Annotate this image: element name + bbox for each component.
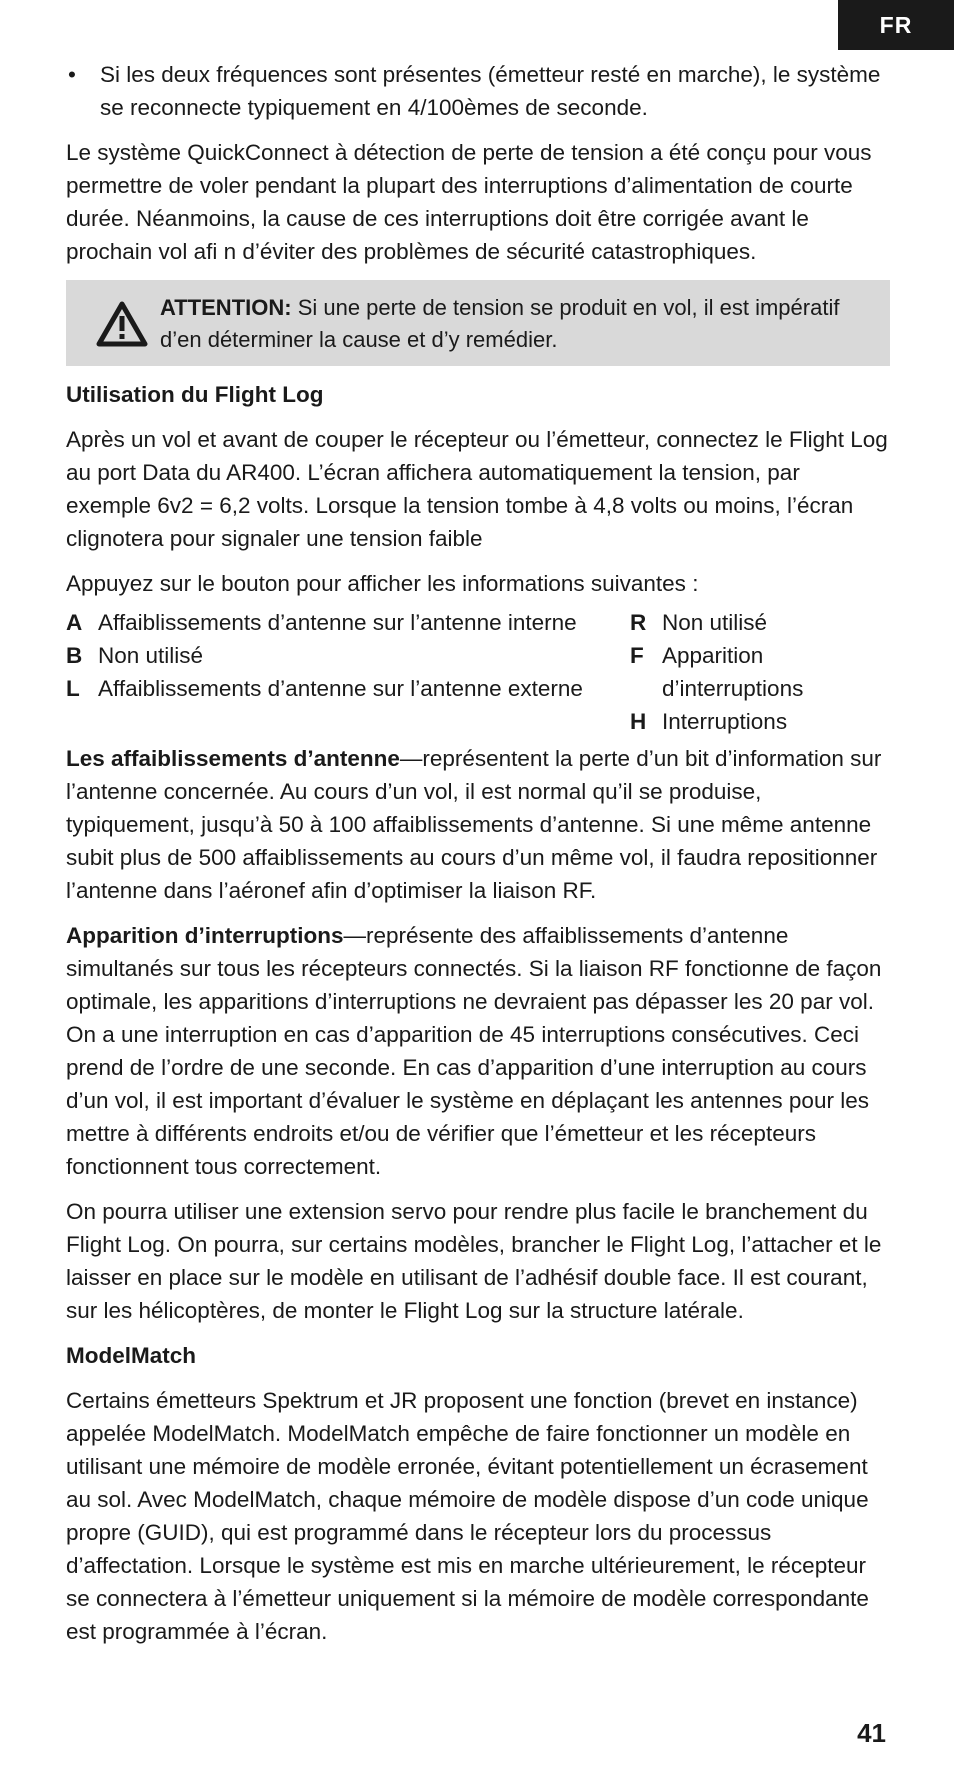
legend-key: F (630, 643, 644, 668)
quickconnect-paragraph: Le système QuickConnect à détection de perte de tension a été conçu pour vous permettre de voler pendant la plupart des interruptions d’alimentation de courte durée. Néanmoins, la cause de ces interruptions doit être corrigée avant le prochain vol afi n d’éviter des problèmes de sécurité catastrophiques. (66, 140, 872, 264)
legend-item (630, 705, 890, 738)
bullet-text: Si les deux fréquences sont présentes (émetteur resté en marche), le système se reconnecte typiquement en 4/100èmes de seconde. (100, 62, 881, 120)
legend-text: Affaiblissements d’antenne sur l’antenne externe (98, 676, 583, 701)
legend-left-column (66, 606, 630, 738)
legend-text: Affaiblissements d’antenne sur l’antenne interne (98, 610, 577, 635)
legend-item (66, 639, 630, 672)
legend-item (630, 606, 890, 639)
legend-text: Apparition d’interruptions (662, 643, 804, 701)
extension-paragraph: On pourra utiliser une extension servo pour rendre plus facile le branchement du Flight Log. On pourra, sur certains modèles, brancher le Flight Log, l’attacher et le laisser en place sur le modèle en utilisant de l’adhésif double face. Il est courant, sur les hélicoptères, de monter le Flight Log sur la structure latérale. (66, 1199, 882, 1323)
warning-body: Si une perte de tension se produit en vol, il est impératif d’en déterminer la cause et d’y remédier. (160, 295, 840, 352)
warning-triangle-icon (96, 301, 148, 347)
legend-item (66, 606, 630, 639)
modelmatch-heading: ModelMatch (66, 1343, 197, 1368)
legend-grid (66, 606, 890, 738)
fades-text: —représentent la perte d’un bit d’information sur l’antenne concernée. Au cours d’un vol, il est normal qu’il se produise, typiquement, jusqu’à 50 à 100 affaiblissements d’antenne. Si une même antenne subit plus de 500 affaiblissements au cours d’un même vol, il faudra repositionner l’antenne dans l’aéronef afin d’optimiser la liaison RF. (66, 746, 882, 903)
fades-term: Les affaiblissements d’antenne (66, 746, 400, 771)
legend-key: B (66, 643, 83, 668)
bullet-dot: • (68, 62, 76, 87)
flightlog-heading: Utilisation du Flight Log (66, 382, 324, 407)
warning-box (66, 280, 890, 366)
legend-key: A (66, 610, 83, 635)
frames-paragraph (66, 919, 890, 1183)
legend-text: Interruptions (662, 709, 788, 734)
legend-key: L (66, 676, 80, 701)
legend-item (66, 672, 630, 705)
legend-right-column (630, 606, 890, 738)
flightlog-paragraph-1: Après un vol et avant de couper le récepteur ou l’émetteur, connectez le Flight Log au port Data du AR400. L’écran affichera automatiquement la tension, par exemple 6v2 = 6,2 volts. Lorsque la tension tombe à 4,8 volts ou moins, l’écran clignotera pour signaler une tension faible (66, 427, 888, 551)
legend-text: Non utilisé (662, 610, 768, 635)
language-tab (838, 0, 954, 50)
bullet-item (66, 58, 890, 124)
frames-text: —représente des affaiblissements d’antenne simultanés sur tous les récepteurs connectés. Si la liaison RF fonctionne de façon optimale, les apparitions d’interruptions ne devraient pas dépasser les 20 par vol. On a une interruption en cas d’apparition de 45 interruptions consécutives. Ceci prend de l’ordre de une seconde. En cas d’apparition d’une interruption au cours d’un vol, il est important d’évaluer le système en déplaçant les antennes pour les mettre à différents endroits et/ou de vérifier que l’émetteur et les récepteurs fonctionnent tous correctement. (66, 923, 882, 1179)
legend-item (630, 639, 890, 705)
legend-key: H (630, 709, 647, 734)
frames-term: Apparition d’interruptions (66, 923, 344, 948)
legend-text: Non utilisé (98, 643, 204, 668)
page-content (66, 58, 890, 1660)
warning-label: ATTENTION: (160, 295, 292, 320)
flightlog-paragraph-2: Appuyez sur le bouton pour afficher les informations suivantes : (66, 571, 699, 596)
legend-key: R (630, 610, 647, 635)
page-number: 41 (857, 1718, 886, 1748)
modelmatch-paragraph: Certains émetteurs Spektrum et JR proposent une fonction (brevet en instance) appelée ModelMatch. ModelMatch empêche de faire fonctionner un modèle en utilisant une mémoire de modèle erronée, évitant potentiellement un écrasement au sol. Avec ModelMatch, chaque mémoire de modèle dispose d’un code unique propre (GUID), qui est programmé dans le récepteur lors du processus d’affectation. Lorsque le système est mis en marche ultérieurement, le récepteur se connectera à l’émetteur uniquement si la mémoire de modèle correspondante est programmée à l’écran. (66, 1388, 869, 1644)
language-label: FR (879, 11, 913, 38)
warning-text (160, 292, 870, 356)
fades-paragraph (66, 742, 890, 907)
